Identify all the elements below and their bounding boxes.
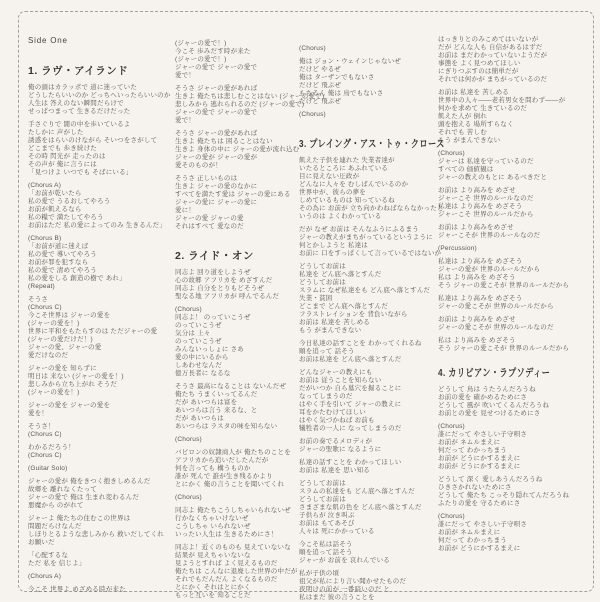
lyric-line: ジャーの愛が 俺をきつく抱きしめるんだ <box>28 478 151 485</box>
lyric-line: そうさ <box>28 296 49 303</box>
lyric-line: 同志よ！ のっていこうぜ <box>175 314 251 321</box>
lyrics-column-1 <box>28 36 176 594</box>
lyric-line: もちろん 俺は 鳥でもないさ <box>299 90 384 97</box>
lyric-line: ジャーの教えのもとに あるべきだと <box>438 174 548 181</box>
lyric-line: だが あいつらは <box>175 415 224 422</box>
lyric-line: 結果が 見えちゃいないな <box>175 552 251 559</box>
lyric-line: 犠牲者の一人に なってしまうのだ <box>299 425 402 432</box>
lyric-line: 同志よ 俺たちこうしちゃいられないぜ <box>175 507 291 514</box>
song-title: 1. ラヴ・アイランド <box>28 65 129 77</box>
lyric-line: ジャーよ 俺たちの住むこの世界は <box>28 515 131 522</box>
lyric-line: ふたりの愛を 守るためにさ <box>438 500 521 507</box>
lyric-line: お前は 私達を 苦しめる <box>438 89 510 96</box>
lyric-line: お前が ネムルまえに <box>438 529 501 536</box>
lyric-line: ただ 私を 信じよ」 <box>28 560 86 567</box>
lyric-line: ジャーの愛 ジャーの愛 <box>175 215 244 222</box>
lyric-line: そうさ 最高になることは ないんだぜ <box>175 383 287 390</box>
lyrics-column-3 <box>299 40 445 602</box>
lyric-line: その時 閃光が 走ったのは <box>28 153 106 160</box>
lyric-line: 私の糧で 満たしてやろう <box>28 214 104 221</box>
lyric-line: 事態を よく見つめてほしい <box>438 60 521 67</box>
lyric-line: こうしちゃ いられないぜ <box>175 523 251 530</box>
lyric-line: (ジャーの愛だけだ！) <box>28 336 93 343</box>
lyric-line: だけど やるぜ <box>299 66 342 73</box>
lyric-line: 私達は より高みを めざそう <box>438 295 523 302</box>
lyric-line: 見ようとすれば よく見えるものだ <box>175 560 278 567</box>
lyric-line: ジャーの愛こそが 世界のルールだから <box>438 303 554 310</box>
lyric-line: どうして 風が 吹いてくるんだろうね <box>438 402 550 409</box>
lyric-line: お前が どうにかするまえに <box>438 463 521 470</box>
lyric-line: 私の愛をしる 創造の樹で あれ」 <box>28 275 126 282</box>
lyric-line: 億万長者に なるな <box>175 370 231 377</box>
lyric-line: 「お前が道に迷えば <box>28 243 89 250</box>
lyric-line: その声が 俺に言うには <box>28 161 98 168</box>
lyric-line: 「見つけよ いつでも そばにいる」 <box>28 169 133 176</box>
lyric-line: ジャーの聖歌に なるように <box>299 446 382 453</box>
lyric-line: (Repeat) <box>28 283 55 290</box>
stanza-gap <box>299 124 440 129</box>
lyric-line: 何だって わかっちまう <box>438 537 508 544</box>
lyric-line: 順を追って 話そう <box>299 348 355 355</box>
lyric-line: (Chorus) <box>438 423 465 430</box>
lyric-line: どうして 俺たち こっそり隠れてんだろうね <box>438 492 570 499</box>
lyric-line: ジャーの愛を ジャーの愛を <box>28 402 111 409</box>
lyric-line: それでもだんだん よくなるものだ <box>175 576 278 583</box>
lyric-line: (Percussion) <box>438 245 477 252</box>
lyric-line: 愛で！ <box>175 72 196 79</box>
lyric-line: それはすべて 愛なのだ <box>175 223 244 230</box>
lyric-line: 世界中の人々――老若男女を問わず――が <box>438 97 566 104</box>
lyric-line: 同志よ 自分をとりもどそうぜ <box>175 285 265 292</box>
lyric-line: 頭を抱える 場所すらなく <box>438 121 514 128</box>
lyric-line: ジャーの愛が ジャーの愛が <box>175 154 258 161</box>
lyric-line: (Chorus C) <box>28 431 62 438</box>
lyric-line: (Guitar Solo) <box>28 465 68 472</box>
lyric-line: もう がまんできない <box>438 137 501 144</box>
lyric-line: あいつらは ラスタの味を知らない <box>175 423 278 430</box>
lyric-line: どうしたらいいのか どっちへいったらいいのか <box>28 92 171 99</box>
lyric-line: 私達の話すことを わかってほしい <box>299 459 402 466</box>
lyric-line: せっぱつまって 生きるだけだった <box>28 108 131 115</box>
lyric-line: そうさ ジャーの愛があれば <box>175 85 258 92</box>
lyric-line: 故郷を 離れなくたって <box>28 486 98 493</box>
lyric-line: もっと互いを 知ることだ <box>175 592 251 599</box>
lyric-line: 私が子供の頃 <box>299 570 340 577</box>
lyric-line: (Chorus A) <box>28 573 62 580</box>
lyric-line: 私達を どん底へ落とすんだ <box>299 271 382 278</box>
lyric-line: 「心配するな <box>28 552 69 559</box>
lyric-line: すべての 価値観は <box>438 166 494 173</box>
lyric-line: (ジャーの愛を！) <box>28 389 80 396</box>
lyric-line: いうのは よくわかっている <box>299 213 382 220</box>
lyric-line: お前に 口をすっぱくして言っているではないか <box>299 250 442 257</box>
lyrics-column-4 <box>438 36 583 553</box>
lyric-line: 失業・貧困 <box>299 295 333 302</box>
lyric-line: そう ジャーの愛こそが 世界のルールだから <box>438 345 570 352</box>
lyric-line: お前が罪を犯すなら <box>28 259 89 266</box>
lyric-line: 私達は より高みを めざそう <box>438 203 523 210</box>
lyric-line: どんなジャーの教えにも <box>299 369 373 376</box>
lyric-line: (ジャーの愛を！) <box>28 320 80 327</box>
lyric-line: 私は より高みを めざそう <box>438 274 516 281</box>
lyric-line: お前が ネムルまえに <box>438 439 501 446</box>
lyric-line: 悪魔から のがれて <box>28 502 84 509</box>
lyric-line: すべてを満たす愛は ジャーの愛にある <box>175 191 291 198</box>
lyric-line: どこまで どん底へ落とすんだ <box>299 303 389 310</box>
lyric-line: お前は より高みを めざせ <box>438 316 516 323</box>
lyric-line: 愛だけなのだ <box>28 352 69 359</box>
song-title: 3. プレイング・アス・トゥ・クロース <box>299 138 445 150</box>
lyric-line: 愛を！ <box>28 410 49 417</box>
lyric-line: それでは何かが まちがっているのだ <box>438 76 548 83</box>
lyric-line: そうさ！ <box>28 423 55 430</box>
lyric-line: 行かなくちゃいけないぜ <box>175 515 249 522</box>
lyric-line: はやく手を引いて ジャーの教えに <box>299 401 402 408</box>
lyric-line: みんないっしょに さあ <box>175 346 245 353</box>
lyric-line: その為に お前が 立ち向かわねばならなかったと <box>299 205 444 212</box>
lyric-line: 俺たち うまくいってるんだ <box>175 391 258 398</box>
lyric-line: 同志よ！近くのものも 見えていないな <box>175 544 291 551</box>
lyric-line: (ジャーの愛で！) <box>175 56 227 63</box>
lyric-line: にぎりつぶすのは簡単だが <box>438 68 519 75</box>
lyric-line: 今日私達の話すことを わかってくれるね <box>299 340 422 347</box>
lyric-line: 目に見えない圧政が <box>299 173 360 180</box>
lyric-line: もう がまんできない <box>299 327 362 334</box>
lyric-line: お前は私達を どん底へ落とすんだ <box>299 356 402 363</box>
lyric-line: 同志よ 回り道をしようぜ <box>175 269 251 276</box>
lyric-line: いたるところに あふれている <box>299 165 389 172</box>
lyric-line: どうしてお前は <box>299 496 346 503</box>
lyric-line: 明日は 来ない (ジャーの愛を！) <box>28 373 124 380</box>
lyric-line: だけど 飛ぶぜ <box>299 82 342 89</box>
lyric-line: しめているものは 知っているね <box>299 197 395 204</box>
lyric-line: お願いだ <box>28 539 55 546</box>
lyric-line: (Chorus) <box>438 150 465 157</box>
lyric-line: ジャーの愛、ジャーの愛 <box>28 344 102 351</box>
lyric-line: 愛そのものが！ <box>175 162 222 169</box>
lyric-line: 生きよ 身体の中に ジャーの愛が流れ込む <box>175 146 300 153</box>
lyric-line: フラストレイションを 背負いながら <box>299 311 408 318</box>
lyric-line: 生きよ 俺たちは 困ることはない <box>175 138 273 145</box>
lyric-line: バビロンの奴隷商人が 俺たちのことを <box>175 449 291 456</box>
lyric-line: あいつらは言う 来るな、と <box>175 407 258 414</box>
lyric-line: 人々は 死にかかっている <box>299 528 375 535</box>
lyric-line: 人生は 答えのない瞬間だらけで <box>28 100 124 107</box>
lyric-line: だが どんな人も 自信があるはずだ <box>438 44 543 51</box>
lyric-line: 心の故郷 アフリカを めざすんだ <box>175 277 273 284</box>
lyric-line: はやく気づかねば お前も <box>299 417 375 424</box>
lyric-line: 祖父が私により言い聞かせたものだ <box>299 578 407 585</box>
lyric-line: ひきさかれないためにさ <box>438 484 512 491</box>
lyric-line: お前が どうにかするまえに <box>438 455 521 462</box>
lyric-line: のっていこうぜ <box>175 338 222 345</box>
lyric-line: お前との愛を 見せつけるためにさ <box>438 410 541 417</box>
lyric-line: 何かを求めて 生きているのだ <box>438 105 528 112</box>
lyric-line: 私の愛で 導いてやろう <box>28 251 98 258</box>
lyric-line: 何を言っても 構うものか <box>175 465 251 472</box>
lyric-line: 世界中が、彼らの夢を <box>299 189 366 196</box>
lyric-line: 愛で！ <box>175 117 196 124</box>
lyric-line: とにかく 俺の言うことを聞いてくれ <box>175 481 285 488</box>
lyric-line: 気分は 上々 <box>175 330 211 337</box>
lyric-line: そう ジャーの愛こそが 世界のルールだから <box>438 282 570 289</box>
lyric-line: 私の愛で 清めてやろう <box>28 267 98 274</box>
lyric-line: お前はただ 私の愛によってのみ 生きるんだ」 <box>28 222 167 229</box>
lyric-line: ジャーの愛に ジャーの愛に <box>175 199 258 206</box>
lyric-line: 悲しみから立ち上がれ そうだ <box>28 381 118 388</box>
lyric-line: 耳をかたむけてほしい <box>299 409 366 416</box>
lyric-line: 聖なる地 アフリカが 呼んでるんだ <box>175 293 280 300</box>
lyric-line: どうして 鳥は うたうんだろうね <box>438 386 536 393</box>
lyric-line: 私達は より高みを めざそう <box>438 258 523 265</box>
lyric-line: 誰が 死んで 誰が生き残るかより <box>175 473 273 480</box>
lyric-line: ジャーの愛こそが 世界のルールなのだ <box>438 324 554 331</box>
lyric-line: たしかに 声がした <box>28 129 84 136</box>
lyric-line: 私はまだ 彼の言うことを <box>299 594 375 601</box>
song-title: 4. カリビアン・ラプソディー <box>438 367 551 379</box>
lyric-line: お前が どうにかするまえに <box>438 545 521 552</box>
lyric-line: (ジャーの愛で！) <box>175 40 227 47</box>
lyric-line: スラムの私達をも どん底へ落とすんだ <box>299 488 415 495</box>
lyric-line: 何だって わかっちまう <box>438 447 508 454</box>
lyric-line: しあわせなんだ <box>175 362 222 369</box>
lyric-line: お前の奏でるメロディが <box>299 438 373 445</box>
lyric-line: 俺たちは こんなに退廃した世界の中だが <box>175 568 298 575</box>
lyric-line: さまざまな肌の色を どん底へ落とすんだ <box>299 504 422 511</box>
lyric-line: (Chorus) <box>175 306 202 313</box>
lyric-line: 俺は ジョン・ウェインじゃないぜ <box>299 58 402 65</box>
lyric-line: (Chorus) <box>175 494 202 501</box>
lyric-line: お前が飢えるなら <box>28 206 82 213</box>
lyric-line: スラムに なぜ私達をも どん底へ落とすんだ <box>299 287 431 294</box>
lyric-line: 今こそ 世界よ めざめる時が来た <box>28 586 126 593</box>
lyric-line: だがいつか 自ら墓穴を掘ることに <box>299 385 402 392</box>
lyric-line: (Chorus) <box>438 513 465 520</box>
lyric-line: ジャーこそ 世界のルールなのだ <box>438 195 534 202</box>
lyric-line: お前は 私達を 思い知る <box>299 467 371 474</box>
lyric-line: 何とかしようと 私達は <box>299 242 369 249</box>
stanza-gap <box>438 353 583 358</box>
lyric-line: 私は より高みを めざそう <box>438 337 516 344</box>
lyric-line: (Chorus A) <box>28 182 62 189</box>
lyric-line: どうしてお前は <box>299 279 346 286</box>
lyric-line: 私の愛で うるおしてやろう <box>28 198 111 205</box>
lyric-line: だけど 飛ぶぜ <box>299 98 342 105</box>
lyric-line: だが あいつらは富を <box>175 399 238 406</box>
lyric-line: (Chorus B) <box>28 235 62 242</box>
lyric-line: 誰にだって やさしい子守唄さ <box>438 521 528 528</box>
lyric-line: 生きよ 俺たちは悲しむことはない (ジャーの愛で) <box>175 93 325 100</box>
lyric-line: ジャーは 私達を守っているのだ <box>438 158 534 165</box>
lyric-line: お前の愛を 確かめるためにさ <box>438 394 528 401</box>
lyric-line: 子供らが 泣き叫ぶ <box>299 512 355 519</box>
lyric-line: そうさ 正しいものは <box>175 175 238 182</box>
side-label: Side One <box>28 36 68 45</box>
lyric-line: ジャーの愛で 俺は 生まれ変わるんだ <box>28 494 140 501</box>
lyric-line: いったい人生は 生きるためにさ！ <box>175 531 278 538</box>
lyric-line: (Chorus C) <box>28 452 62 459</box>
lyric-line: お前は より高みを めざせ <box>438 187 516 194</box>
lyric-line: のっていこうぜ <box>175 322 222 329</box>
lyric-line: どうしてお前は <box>299 263 346 270</box>
lyric-line: 愛に！ <box>175 207 196 214</box>
lyric-line: 俺は ターザンでもないさ <box>299 74 375 81</box>
lyric-line: お前は まだわかっていないようだが <box>438 52 548 59</box>
lyric-line: とにかく それはとにかく <box>175 584 251 591</box>
lyric-line: 飢えた人が 倒れ <box>438 113 487 120</box>
lyric-line: 飢えた子供を連れた 失業者達が <box>299 157 395 164</box>
lyric-line: ジャーの愛が 世界のルールだから <box>438 266 541 273</box>
lyric-line: なってしまうのだ <box>299 393 353 400</box>
lyric-line: 悲しみから 逃れられるのだ (ジャーの愛で) <box>175 101 305 108</box>
lyric-line: お前は より高みをめざせ <box>438 224 514 231</box>
lyric-line: ジャーの教えがまちがっているというように <box>299 234 433 241</box>
lyric-line: (Chorus) <box>299 111 326 118</box>
lyric-line: どんなに人々を むしばんでいるのか <box>299 181 409 188</box>
stanza-gap <box>28 51 176 56</box>
lyric-line: わかるだろう！ <box>28 444 75 451</box>
lyric-line: 「お前が乾いたら <box>28 190 82 197</box>
lyric-line: 問題だらけなんだ <box>28 523 82 530</box>
lyric-line: どうしてお前は <box>299 480 346 487</box>
lyric-line: しぼりとるような悲しみから 救いだしてくれ <box>28 531 165 538</box>
lyric-line: ジャーこそ 世界のルールだから <box>438 211 534 218</box>
lyric-line: 生きよ ジャーの愛のなかに <box>175 183 258 190</box>
stanza-gap <box>175 236 303 241</box>
lyric-line: ジャーの愛で ジャーの愛で <box>175 109 258 116</box>
lyric-line: 愛の中にいるから <box>175 354 229 361</box>
lyric-line: お前は もてあそび <box>299 520 355 527</box>
lyric-line: 今こそ私は話そう <box>299 541 353 548</box>
lyric-line: ジャーが お前を 哀れんでいる <box>299 557 390 564</box>
lyric-line: (Chorus) <box>299 45 326 52</box>
lyric-line: 世界に平和をもたらすのは ただジャーの愛 <box>28 328 158 335</box>
lyric-line: 手さぐりで 闇の中を歩いているよ <box>28 121 131 128</box>
lyric-line: 今こそ 歩みだす時が来た <box>175 48 251 55</box>
lyric-line: 俺の頭はカラッポで 道に迷っていた <box>28 84 138 91</box>
lyric-line: ジャーこそが 世界のルールなのだ <box>438 232 541 239</box>
lyric-line: どうして 深く 愛しあうんだろうね <box>438 476 543 483</box>
song-title: 2. ライド・オン <box>175 250 254 262</box>
lyric-line: ジャーの愛を 知らずに <box>28 365 97 372</box>
lyric-line: ジャーの愛で ジャーの愛で <box>175 64 258 71</box>
lyric-line: 順を追って話そう <box>299 549 353 556</box>
lyric-line: お前は 従うことを知らない <box>299 377 382 384</box>
lyric-line: お前は 私達を 苦しめる <box>299 319 371 326</box>
lyric-line: どこまでも 歩き続けた <box>28 145 98 152</box>
lyric-line: 誰にだって やさしい子守唄さ <box>438 431 528 438</box>
lyric-line: 誘惑をはらいのけながら そいつをさがして <box>28 137 158 144</box>
lyric-line: はっきりとのみこめてはいないが <box>438 36 539 43</box>
lyric-line: だが なぜ お前は そんなふうにふるまう <box>299 226 419 233</box>
lyric-line: (Chorus C) <box>28 304 62 311</box>
lyric-line: アフリカから追いだしたんだが <box>175 457 269 464</box>
lyric-line: 今こそ世界は ジャーの愛を <box>28 312 111 319</box>
lyric-line: (Chorus) <box>175 436 202 443</box>
lyric-line: それでも 苦しむ <box>438 129 487 136</box>
lyric-line: そうさ ジャーの愛があれば <box>175 130 258 137</box>
lyric-line: 夜明けの前が 一番暗いのだ と <box>299 586 391 593</box>
